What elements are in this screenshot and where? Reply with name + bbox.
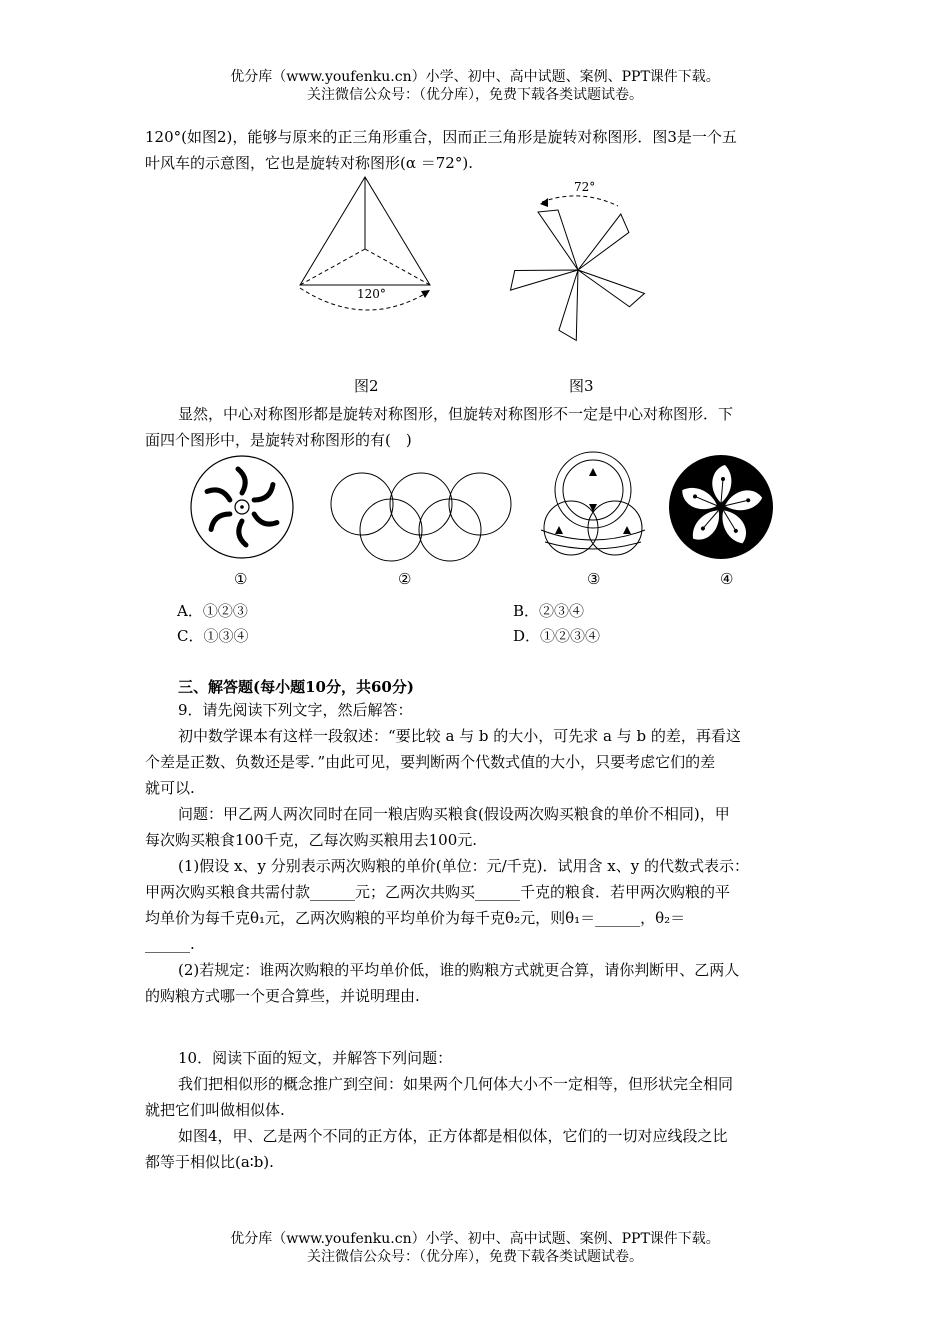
option-figure-2 <box>326 470 506 580</box>
option-d: D．①②③④ <box>513 627 601 645</box>
intro-line-1: 120°(如图2)，能够与原来的正三角形重合，因而正三角形是旋转对称图形．图3是一个五 <box>145 128 737 146</box>
figure-3-angle-label: 72° <box>574 180 596 194</box>
header-line-2: 关注微信公众号：（优分库），免费下载各类试题试卷。 <box>307 87 643 103</box>
q10-p2-line-2: 都等于相似比(a∶b). <box>145 1153 274 1171</box>
q9-p3-line-2: 甲两次购买粮食共需付款______元；乙两次共购买______千克的粮食．若甲两次购粮的平 <box>145 883 731 901</box>
figure-2-angle-label: 120° <box>357 287 386 301</box>
q10-p1-line-1: 我们把相似形的概念推广到空间：如果两个几何体大小不一定相等，但形状完全相同 <box>178 1075 734 1093</box>
option-figure-3 <box>533 448 653 558</box>
intro-paragraph <box>145 124 810 176</box>
q9-p1-line-3: 就可以. <box>145 779 195 797</box>
q9-p1-line-1: 初中数学课本有这样一段叙述：“要比较 a 与 b 的大小，可先求 a 与 b 的差，再看这 <box>178 727 741 745</box>
figure-label-4: ④ <box>720 570 734 588</box>
figure-label-3: ③ <box>587 570 601 588</box>
figure-2-triangle <box>290 172 440 332</box>
figure-2-caption: 图2 <box>354 377 379 395</box>
option-b: B．②③④ <box>513 602 585 620</box>
option-figure-4 <box>666 452 776 562</box>
q9-p2-line-1: 问题：甲乙两人两次同时在同一粮店购买粮食(假设两次购买粮食的单价不相同)，甲 <box>178 805 730 823</box>
intro-line-2: 叶风车的示意图，它也是旋转对称图形(α ＝72°). <box>145 154 473 172</box>
footer-line-1: 优分库（www.youfenku.cn）小学、初中、高中试题、案例、PPT课件下载。 <box>230 1231 720 1247</box>
option-a: A．①②③ <box>177 602 248 620</box>
q9-p3-line-3: 均单价为每千克θ₁元，乙两次购粮的平均单价为每千克θ₂元，则θ₁＝______，θ₂＝ <box>145 909 686 927</box>
q8-line-2: 面四个图形中，是旋转对称图形的有( ) <box>145 431 412 449</box>
q9-p3-line-4: ______. <box>145 935 195 953</box>
q9-p4-line-1: (2)若规定：谁两次购粮的平均单价低，谁的购粮方式就更合算，请你判断甲、乙两人 <box>178 961 740 979</box>
question-10 <box>145 1045 810 1175</box>
q10-title: 10．阅读下面的短文，并解答下列问题： <box>178 1049 453 1067</box>
q9-p2-line-2: 每次购买粮食100千克，乙每次购买粮用去100元. <box>145 831 478 849</box>
q9-p1-line-2: 个差是正数、负数还是零．”由此可见，要判断两个代数式值的大小，只要考虑它们的差 <box>145 753 716 771</box>
question-8-text <box>145 401 810 453</box>
page-header <box>0 68 950 104</box>
figure-label-2: ② <box>398 570 412 588</box>
q9-p3-line-1: (1)假设 x、y 分别表示两次购粮的单价(单位：元/千克)．试用含 x、y 的代数式表示： <box>178 857 749 875</box>
section-3-title: 三、解答题(每小题10分，共60分) <box>178 678 414 696</box>
q10-p1-line-2: 就把它们叫做相似体. <box>145 1101 285 1119</box>
option-c: C．①③④ <box>177 627 249 645</box>
q10-p2-line-1: 如图4，甲、乙是两个不同的正方体，正方体都是相似体，它们的一切对应线段之比 <box>178 1127 728 1145</box>
q9-title: 9．请先阅读下列文字，然后解答： <box>178 701 413 719</box>
figure-3-caption: 图3 <box>569 377 594 395</box>
option-figure-1 <box>187 452 297 562</box>
page-footer <box>0 1230 950 1266</box>
question-9 <box>145 697 810 1009</box>
header-line-1: 优分库（www.youfenku.cn）小学、初中、高中试题、案例、PPT课件下载。 <box>230 69 720 85</box>
figure-3-pinwheel <box>500 180 660 350</box>
figure-label-1: ① <box>234 570 248 588</box>
q8-line-1: 显然，中心对称图形都是旋转对称图形，但旋转对称图形不一定是中心对称图形．下 <box>178 405 734 423</box>
q9-p4-line-2: 的购粮方式哪一个更合算些，并说明理由. <box>145 987 420 1005</box>
footer-line-2: 关注微信公众号：（优分库），免费下载各类试题试卷。 <box>307 1249 643 1265</box>
